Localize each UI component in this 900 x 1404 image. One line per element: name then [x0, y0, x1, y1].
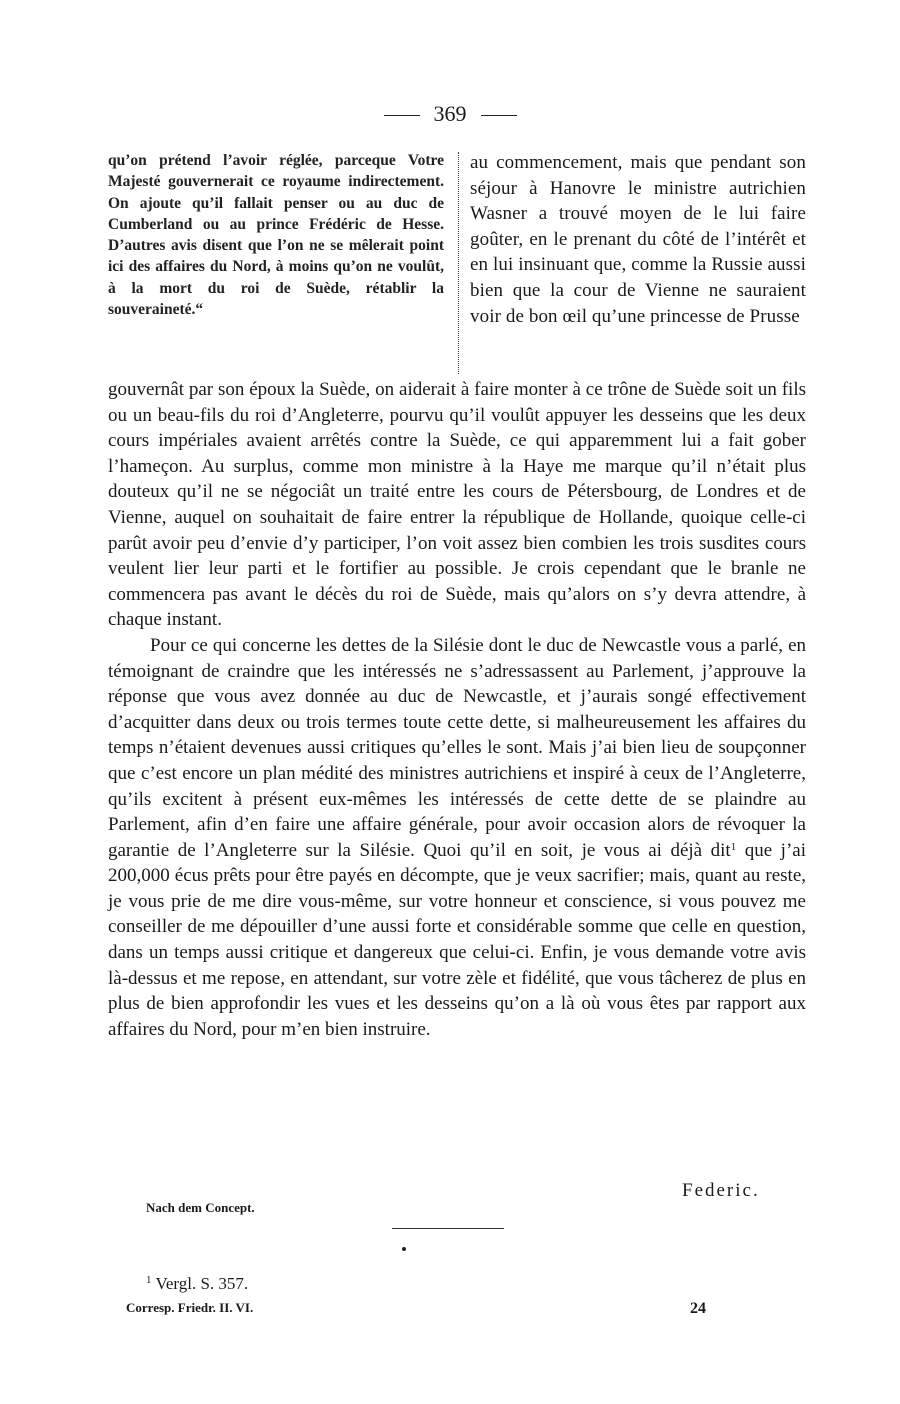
page-header — [0, 100, 900, 128]
separator-rule — [392, 1228, 504, 1229]
source-note: Nach dem Concept. — [146, 1200, 255, 1215]
left-column-quotation — [108, 150, 444, 320]
right-column-text: au commencement, mais que pendant son séjour à Hanovre le ministre autrichien Wasner a trouvé moyen de le lui faire goûter, en le prenant du côté de l’intérêt et en lui insinuant que, comme la Russie aussi bien que la cour de Vienne ne sauraient voir de bon œil qu’une princesse de Prusse — [470, 152, 806, 327]
body-paragraph-2b: que j’ai 200,000 écus prêts pour être payés en décompte, que je veux sacrifier; mais, quant au reste, je vous prie de me dire vous-même, sur votre honneur et conscience, si vous pouvez me conseiller de me dépouiller d’une aussi forte et considérable somme que celle en question, dans un temps aussi critique et dangereux que celui-ci. Enfin, je vous demande votre avis là-dessus et me repose, en attendant, sur votre zèle et fidélité, que vous tâcherez de plus en plus de bien approfondir les vues et les desseins qu’on a là où vous êtes par rapport aux affaires du Nord, pour m’en bien instruire. — [108, 839, 806, 1040]
body-paragraph-1: gouvernât par son époux la Suède, on aiderait à faire monter à ce trône de Suède soit un fils ou un beau-fils du roi d’Angleterre, pourvu qu’il voulût appuyer les desseins que les deux cours impériales avaient arrêtés contre la Suède, ce qui apparemment lui a fait gober l’hameçon. Au surplus, comme mon ministre à la Haye me marque qu’il n’était plus douteux qu’il ne se négociât un traité entre les cours de Pétersbourg, de Londres et de Vienne, auquel on souhaitait de faire entrer la république de Hollande, quoique celle-ci parût avoir peu d’envie d’y participer, l’on voit assez bien combien les trois susdites cours veulent lier leur parti et le fortifier au possible. Je crois cependant que le branle ne commencera pas avant le décès du roi de Suède, mais qu’alors on s’y devra attendre, à chaque instant. — [108, 379, 806, 631]
header-dash-left — [384, 115, 420, 116]
left-column-text: qu’on prétend l’avoir réglée, parceque Votre Majesté gouvernerait ce royaume indirectement. On ajoute qu’il fallait penser ou au duc de Cumberland ou au prince Frédéric de Hesse. D’autres avis disent que l’on ne se mêlerait point ici des affaires du Nord, à moins qu’on ne voulût, à la mort du roi de Suède, rétablir la souveraineté.“ — [108, 152, 444, 319]
header-dash-right — [481, 115, 517, 116]
body-paragraph-2 — [108, 633, 806, 1043]
right-column-text-block — [470, 150, 806, 329]
two-column-section — [108, 150, 806, 378]
footnote-text: Vergl. S. 357. — [155, 1274, 249, 1293]
signature: Federic. — [682, 1180, 760, 1201]
page-number: 369 — [433, 101, 467, 126]
main-body — [108, 377, 806, 1042]
edition-line: Corresp. Friedr. II. VI. — [126, 1300, 254, 1315]
footnote-marker: 1 — [146, 1274, 152, 1286]
separator-dot — [402, 1247, 406, 1251]
footnote — [146, 1274, 248, 1294]
footnote-reference: 1 — [730, 840, 737, 853]
signature-mark: 24 — [690, 1300, 706, 1317]
column-divider — [458, 152, 459, 374]
body-paragraph-2a: Pour ce qui concerne les dettes de la Silésie dont le duc de Newcastle vous a parlé, en témoignant de craindre que les intéressés ne s’adressassent au Parlement, j’approuve la réponse que vous avez donnée au duc de Newcastle, et j’aurais songé effectivement d’acquitter dans deux ou trois termes toute cette dette, si malheureusement les affaires du temps n’étaient devenues aussi critiques qu’elles le sont. Mais j’ai bien lieu de soupçonner que c’est encore un plan médité des ministres autrichiens et inspiré à ceux de l’Angleterre, qu’ils excitent à présent eux-mêmes les intéressés de cette dette de se plaindre au Parlement, afin d’en faire une affaire générale, pour avoir occasion alors de révoquer la garantie de l’Angleterre sur la Silésie. Quoi qu’il en soit, je vous ai déjà dit — [108, 634, 806, 861]
